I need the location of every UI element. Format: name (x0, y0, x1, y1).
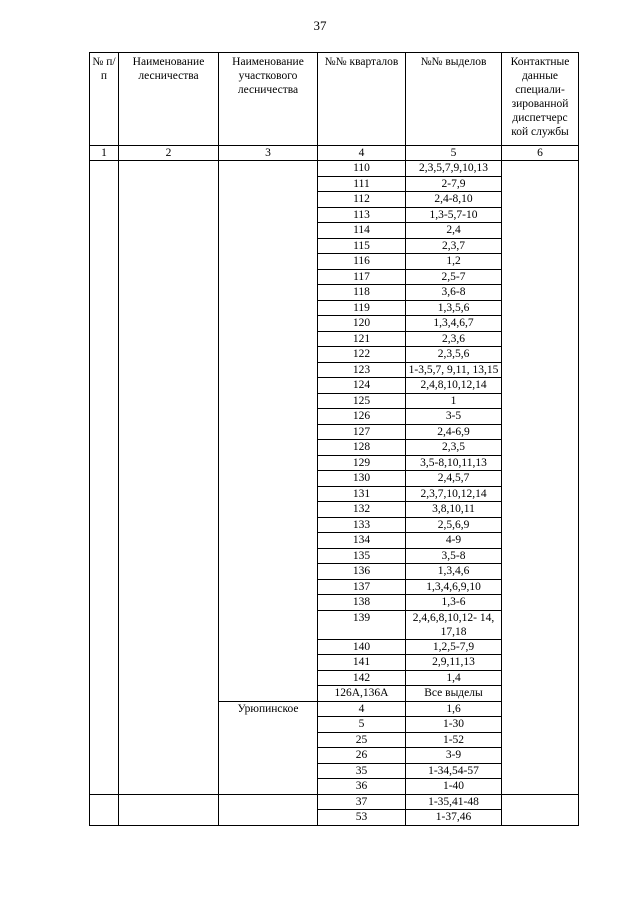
quarter-cell: 140 (318, 639, 406, 655)
quarter-cell: 142 (318, 670, 406, 686)
quarter-cell: 25 (318, 732, 406, 748)
quarter-cell: 113 (318, 207, 406, 223)
plots-cell: 1-40 (406, 779, 502, 795)
plots-cell: 1-37,46 (406, 810, 502, 826)
quarter-cell: 141 (318, 655, 406, 671)
quarter-cell: 111 (318, 176, 406, 192)
plots-cell: 2,9,11,13 (406, 655, 502, 671)
plots-cell: 1 (406, 393, 502, 409)
district-forestry-cell: Урюпинское (219, 701, 318, 794)
quarter-cell: 136 (318, 564, 406, 580)
quarter-cell: 139 (318, 610, 406, 639)
contacts-cell (502, 161, 579, 795)
plots-cell: 1,2,5-7,9 (406, 639, 502, 655)
quarter-cell: 115 (318, 238, 406, 254)
quarter-cell: 133 (318, 517, 406, 533)
plots-cell: 2-7,9 (406, 176, 502, 192)
plots-cell: 3,8,10,11 (406, 502, 502, 518)
header-number: № п/п (90, 53, 119, 146)
plots-cell: 1,3,4,6 (406, 564, 502, 580)
header-district-forestry: Наименование участкового лесничества (219, 53, 318, 146)
table-row (90, 161, 579, 177)
quarter-cell: 127 (318, 424, 406, 440)
plots-cell: 1-34,54-57 (406, 763, 502, 779)
quarter-cell: 134 (318, 533, 406, 549)
table-row (90, 794, 579, 810)
quarter-cell: 131 (318, 486, 406, 502)
contacts-cell (502, 794, 579, 825)
plots-cell: 3,6-8 (406, 285, 502, 301)
quarter-cell: 117 (318, 269, 406, 285)
quarter-cell: 5 (318, 717, 406, 733)
plots-cell: 2,4 (406, 223, 502, 239)
quarter-cell: 135 (318, 548, 406, 564)
quarter-cell: 110 (318, 161, 406, 177)
column-number: 2 (119, 146, 219, 161)
forestry-cell (119, 161, 219, 795)
column-number: 4 (318, 146, 406, 161)
plots-cell: 2,4,8,10,12,14 (406, 378, 502, 394)
quarter-cell: 138 (318, 595, 406, 611)
plots-cell: 2,3,5 (406, 440, 502, 456)
plots-cell: 2,4,6,8,10,12- 14, 17,18 (406, 610, 502, 639)
plots-cell: 2,4-6,9 (406, 424, 502, 440)
quarter-cell: 122 (318, 347, 406, 363)
header-quarters: №№ кварталов (318, 53, 406, 146)
plots-cell: 1,3,5,6 (406, 300, 502, 316)
quarter-cell: 114 (318, 223, 406, 239)
plots-cell: 2,5,6,9 (406, 517, 502, 533)
plots-cell: 4-9 (406, 533, 502, 549)
quarter-cell: 120 (318, 316, 406, 332)
number-cell (90, 161, 119, 795)
quarter-cell: 121 (318, 331, 406, 347)
plots-cell: Все выделы (406, 686, 502, 702)
quarter-cell: 118 (318, 285, 406, 301)
header-plots: №№ выделов (406, 53, 502, 146)
plots-cell: 3,5-8,10,11,13 (406, 455, 502, 471)
number-cell (90, 794, 119, 825)
quarter-cell: 35 (318, 763, 406, 779)
plots-cell: 1,2 (406, 254, 502, 270)
quarter-cell: 116 (318, 254, 406, 270)
quarter-cell: 4 (318, 701, 406, 717)
quarter-cell: 137 (318, 579, 406, 595)
table-header-row (90, 53, 579, 146)
plots-cell: 2,4-8,10 (406, 192, 502, 208)
plots-cell: 1,3,4,6,9,10 (406, 579, 502, 595)
plots-cell: 1,4 (406, 670, 502, 686)
district-forestry-cell (219, 161, 318, 702)
quarter-cell: 128 (318, 440, 406, 456)
plots-cell: 2,3,7,10,12,14 (406, 486, 502, 502)
quarter-cell: 119 (318, 300, 406, 316)
plots-cell: 3,5-8 (406, 548, 502, 564)
quarter-cell: 53 (318, 810, 406, 826)
plots-cell: 1-52 (406, 732, 502, 748)
quarter-cell: 126 (318, 409, 406, 425)
quarter-cell: 26 (318, 748, 406, 764)
quarter-cell: 37 (318, 794, 406, 810)
district-forestry-cell (219, 794, 318, 825)
plots-cell: 3-5 (406, 409, 502, 425)
plots-cell: 1,3-6 (406, 595, 502, 611)
header-contacts: Контактные данные специали-зированной диспетчерс кой службы (502, 53, 579, 146)
plots-cell: 1,6 (406, 701, 502, 717)
table-body (90, 161, 579, 826)
quarter-cell: 130 (318, 471, 406, 487)
plots-cell: 1,3-5,7-10 (406, 207, 502, 223)
quarter-cell: 112 (318, 192, 406, 208)
plots-cell: 3-9 (406, 748, 502, 764)
quarter-cell: 36 (318, 779, 406, 795)
forestry-table (89, 52, 579, 826)
quarter-cell: 124 (318, 378, 406, 394)
plots-cell: 2,4,5,7 (406, 471, 502, 487)
quarter-cell: 126А,136А (318, 686, 406, 702)
plots-cell: 2,3,5,6 (406, 347, 502, 363)
header-forestry: Наименование лесничества (119, 53, 219, 146)
column-number-row (90, 146, 579, 161)
quarter-cell: 132 (318, 502, 406, 518)
plots-cell: 2,3,6 (406, 331, 502, 347)
quarter-cell: 123 (318, 362, 406, 378)
plots-cell: 1-35,41-48 (406, 794, 502, 810)
plots-cell: 2,5-7 (406, 269, 502, 285)
column-number: 5 (406, 146, 502, 161)
plots-cell: 1-3,5,7, 9,11, 13,15 (406, 362, 502, 378)
column-number: 1 (90, 146, 119, 161)
page-number: 37 (313, 18, 327, 33)
column-number: 3 (219, 146, 318, 161)
plots-cell: 1,3,4,6,7 (406, 316, 502, 332)
column-number: 6 (502, 146, 579, 161)
quarter-cell: 125 (318, 393, 406, 409)
plots-cell: 2,3,7 (406, 238, 502, 254)
forestry-cell (119, 794, 219, 825)
plots-cell: 1-30 (406, 717, 502, 733)
plots-cell: 2,3,5,7,9,10,13 (406, 161, 502, 177)
quarter-cell: 129 (318, 455, 406, 471)
